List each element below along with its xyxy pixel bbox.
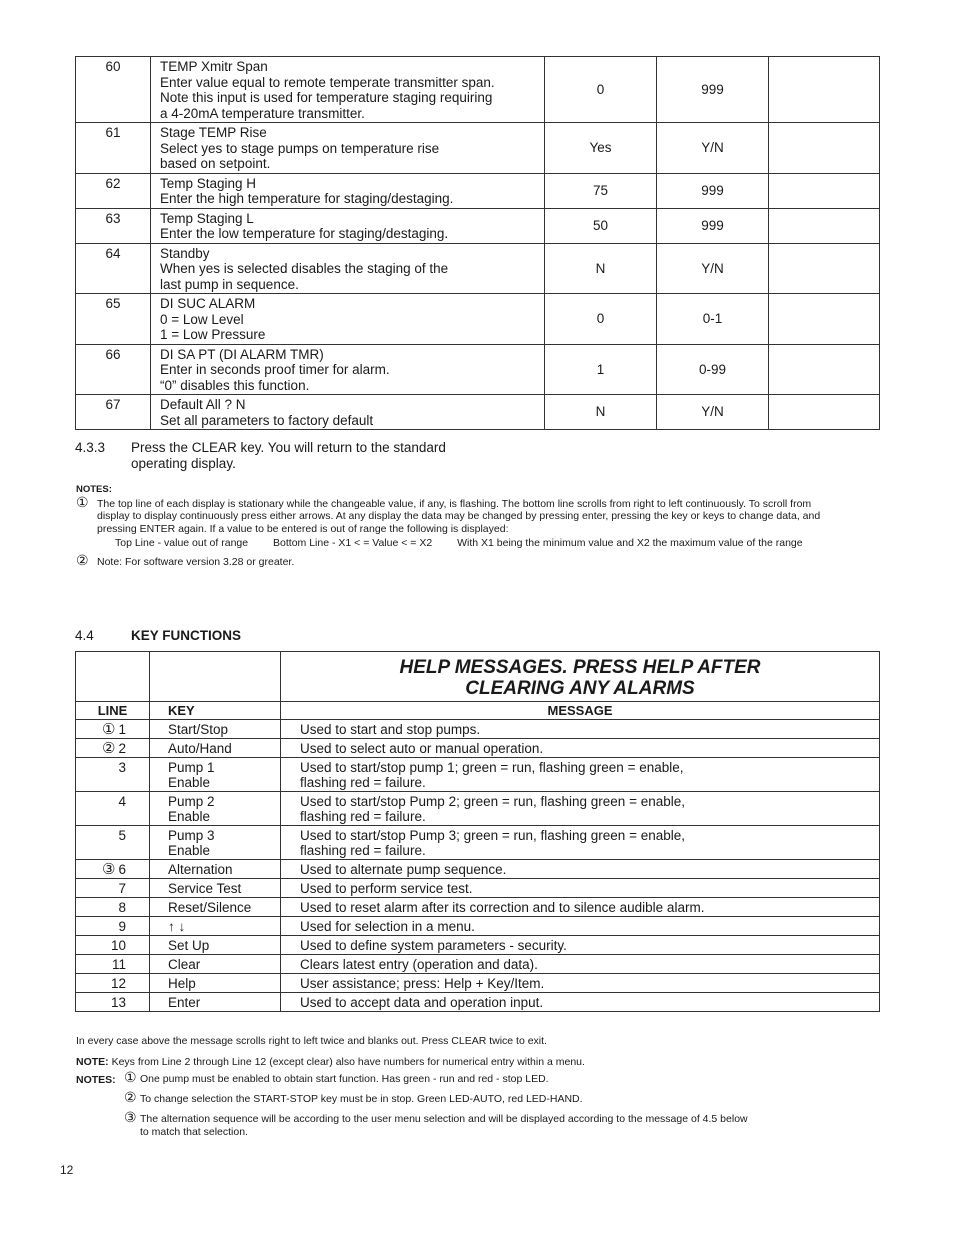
key-message-line: Used to alternate pump sequence. [300, 862, 507, 877]
help-messages-header [281, 652, 880, 702]
circled-number-1: ① [76, 493, 89, 510]
param-description-line: 1 = Low Pressure [160, 327, 266, 342]
key-message-line: Used to reset alarm after its correction and to silence audible alarm. [300, 900, 705, 915]
header-blank-cell [150, 652, 281, 702]
key-name [150, 917, 281, 936]
param-user-setting [769, 395, 880, 430]
param-line-number: 63 [76, 208, 151, 243]
param-description-line: Enter value equal to remote temperate transmitter span. [160, 74, 495, 90]
key-name-line: Auto/Hand [168, 741, 232, 756]
key-message [281, 826, 880, 860]
key-name-line: Help [168, 976, 196, 991]
key-name-line: Enable [168, 843, 211, 858]
param-row [76, 123, 880, 174]
key-message-line: Used to start/stop Pump 2; green = run, flashing green = enable, [300, 794, 685, 809]
key-name-line: Set Up [168, 938, 210, 953]
key-message-line: User assistance; press: Help + Key/Item. [300, 976, 545, 991]
param-row [76, 173, 880, 208]
param-default: 50 [545, 208, 657, 243]
param-name: TEMP Xmitr Span [160, 59, 268, 74]
line-number: 9 [118, 919, 126, 934]
param-description [151, 243, 545, 294]
param-description [151, 123, 545, 174]
param-default: 75 [545, 173, 657, 208]
param-range: 0-1 [657, 294, 769, 345]
note-1-line: The top line of each display is stationary while the changeable value, if any, is flashing. The bottom line scrolls from right to left continuously. To scroll from [97, 497, 812, 510]
key-message-line: Used to accept data and operation input. [300, 995, 544, 1010]
notes-title: NOTES: [76, 484, 112, 495]
help-header-line: HELP MESSAGES. PRESS HELP AFTER [399, 657, 761, 678]
param-row [76, 344, 880, 395]
display-notes [76, 484, 866, 550]
circled-number: ③ [124, 1109, 137, 1125]
key-message [281, 739, 880, 758]
key-message [281, 758, 880, 792]
param-description-line: last pump in sequence. [160, 276, 299, 292]
key-name [150, 898, 281, 917]
circled-number: ① [102, 721, 116, 738]
key-line-number [76, 936, 150, 955]
param-line-number: 61 [76, 123, 151, 174]
key-row [76, 826, 880, 860]
footnote-line: The alternation sequence will be according to the user menu selection and will be displayed according to the message of 4.5 below [140, 1113, 748, 1125]
key-message-line: Used to start and stop pumps. [300, 722, 481, 737]
param-range: 999 [657, 208, 769, 243]
footnote-1 [124, 1069, 830, 1086]
key-line-number [76, 917, 150, 936]
line-number: 7 [118, 881, 126, 896]
param-line-number: 67 [76, 395, 151, 430]
step-number: 4.3.3 [75, 440, 106, 455]
key-line-number [76, 758, 150, 792]
line-number: 13 [110, 995, 126, 1010]
help-header-row [76, 652, 880, 702]
key-message [281, 879, 880, 898]
param-range: Y/N [657, 395, 769, 430]
param-user-setting [769, 294, 880, 345]
key-row [76, 758, 880, 792]
key-message-line: Used to start/stop Pump 3; green = run, flashing green = enable, [300, 828, 685, 843]
footnotes-label: NOTES: [76, 1074, 116, 1086]
key-name-line: Enable [168, 775, 211, 790]
line-number: 4 [118, 794, 126, 809]
line-number: 3 [118, 760, 126, 775]
param-range: Y/N [657, 123, 769, 174]
key-name [150, 720, 281, 739]
param-user-setting [769, 208, 880, 243]
param-row [76, 243, 880, 294]
help-header-line: CLEARING ANY ALARMS [465, 678, 695, 699]
param-line-number: 64 [76, 243, 151, 294]
line-number: 12 [110, 976, 126, 991]
param-user-setting [769, 243, 880, 294]
param-description-line: Set all parameters to factory default [160, 412, 374, 428]
param-line-number: 66 [76, 344, 151, 395]
note-text: Keys from Line 2 through Line 12 (except clear) also have numbers for numerical entry within a menu. [111, 1056, 585, 1068]
column-header-message: MESSAGE [281, 702, 880, 720]
key-message-line: flashing red = failure. [300, 775, 426, 790]
param-name: DI SA PT (DI ALARM TMR) [160, 346, 324, 362]
key-line-number [76, 974, 150, 993]
key-message [281, 993, 880, 1012]
line-number: 1 [118, 722, 126, 737]
column-header-row [76, 702, 880, 720]
param-description [151, 57, 545, 123]
param-name: DI SUC ALARM [160, 296, 256, 311]
param-description-line: Note this input is used for temperature staging requiring [160, 90, 493, 105]
param-description [151, 344, 545, 395]
param-line-number: 60 [76, 57, 151, 123]
param-line-number: 62 [76, 173, 151, 208]
footnote-line: One pump must be enabled to obtain start function. Has green - run and red - stop LED. [140, 1073, 549, 1085]
note-1-line: display to display continuously press either arrows. At any display the data may be changed by pressing enter, pressing the key or keys to change data, and [97, 510, 821, 522]
key-message [281, 792, 880, 826]
key-row [76, 739, 880, 758]
key-line-number [76, 860, 150, 879]
key-line-number [76, 879, 150, 898]
footnote-3 [124, 1109, 830, 1139]
param-line-number: 65 [76, 294, 151, 345]
param-range: 999 [657, 173, 769, 208]
key-functions-table [75, 651, 880, 1012]
circled-number: ③ [102, 861, 116, 878]
param-row [76, 57, 880, 123]
param-default: 0 [545, 57, 657, 123]
key-name [150, 860, 281, 879]
param-description-line: 0 = Low Level [160, 311, 244, 327]
key-row [76, 860, 880, 879]
key-message-line: Used to start/stop pump 1; green = run, flashing green = enable, [300, 760, 684, 775]
note-1 [76, 493, 866, 536]
page-number: 12 [60, 1163, 74, 1177]
param-user-setting [769, 123, 880, 174]
column-header-key: KEY [150, 702, 281, 720]
param-description-line: Enter the high temperature for staging/destaging. [160, 191, 454, 206]
param-description-line: Enter in seconds proof timer for alarm. [160, 362, 390, 377]
line-number: 5 [118, 828, 126, 843]
range-explanation: With X1 being the minimum value and X2 the maximum value of the range [457, 537, 803, 549]
key-name-line: Enable [168, 809, 211, 824]
key-row [76, 720, 880, 739]
key-name [150, 993, 281, 1012]
key-table-body [76, 720, 880, 1012]
key-name [150, 879, 281, 898]
key-name-line: Pump 3 [168, 828, 215, 843]
param-row [76, 294, 880, 345]
key-message-line: flashing red = failure. [300, 809, 426, 824]
param-name: Stage TEMP Rise [160, 125, 267, 140]
key-name [150, 974, 281, 993]
key-line-number [76, 739, 150, 758]
key-name [150, 739, 281, 758]
key-row [76, 898, 880, 917]
key-message [281, 936, 880, 955]
line-number: 2 [118, 741, 126, 756]
section-title: KEY FUNCTIONS [131, 628, 242, 643]
param-user-setting [769, 344, 880, 395]
key-row [76, 974, 880, 993]
key-name-line: Reset/Silence [168, 900, 252, 915]
param-description [151, 208, 545, 243]
key-name-line: ↑ ↓ [168, 919, 186, 934]
param-name: Temp Staging H [160, 175, 257, 191]
footnote-line: To change selection the START-STOP key must be in stop. Green LED-AUTO, red LED-HAND. [140, 1093, 583, 1105]
param-description [151, 395, 545, 430]
param-description-line: When yes is selected disables the staging of the [160, 261, 449, 276]
key-message [281, 720, 880, 739]
note-2-text: Note: For software version 3.28 or greater. [97, 556, 295, 568]
param-description-line: a 4-20mA temperature transmitter. [160, 105, 365, 121]
footnote-2 [124, 1089, 830, 1106]
param-range: 0-99 [657, 344, 769, 395]
key-message [281, 860, 880, 879]
key-line-number [76, 898, 150, 917]
key-row [76, 792, 880, 826]
param-user-setting [769, 173, 880, 208]
key-row [76, 917, 880, 936]
key-name [150, 792, 281, 826]
key-footnotes [76, 1069, 782, 1146]
step-text-line: operating display. [131, 456, 236, 471]
key-name [150, 758, 281, 792]
key-row [76, 955, 880, 974]
param-range: 999 [657, 57, 769, 123]
step-text-line: Press the CLEAR key. You will return to the standard [131, 440, 446, 455]
param-description-line: “0” disables this function. [160, 377, 310, 393]
range-bottom-line: Bottom Line - X1 < = Value < = X2 [273, 537, 433, 549]
key-message-line: Clears latest entry (operation and data). [300, 957, 538, 972]
param-name: Default All ? N [160, 397, 246, 412]
key-name-line: Enter [168, 995, 201, 1010]
param-user-setting [769, 57, 880, 123]
key-line-number [76, 955, 150, 974]
param-name: Standby [160, 245, 210, 261]
key-line-number [76, 792, 150, 826]
section-number: 4.4 [75, 628, 94, 643]
key-message-line: Used to select auto or manual operation. [300, 741, 544, 756]
param-description-line: Select yes to stage pumps on temperature rise [160, 140, 440, 156]
line-number: 10 [110, 938, 126, 953]
key-line-number [76, 993, 150, 1012]
footnote-list [76, 1069, 782, 1139]
circled-number: ② [102, 740, 116, 757]
key-name-line: Alternation [168, 862, 233, 877]
note-1-line: pressing ENTER again. If a value to be entered is out of range the following is displayed: [97, 522, 509, 535]
param-default: Yes [545, 123, 657, 174]
key-name-line: Pump 1 [168, 760, 215, 775]
key-name-line: Clear [168, 957, 201, 972]
param-row [76, 208, 880, 243]
key-name-line: Service Test [168, 881, 242, 896]
param-default: N [545, 395, 657, 430]
param-default: 1 [545, 344, 657, 395]
key-line-number [76, 720, 150, 739]
param-default: N [545, 243, 657, 294]
line-number: 8 [118, 900, 126, 915]
param-row [76, 395, 880, 430]
param-description [151, 173, 545, 208]
key-message [281, 898, 880, 917]
key-message-line: Used to define system parameters - security. [300, 938, 567, 953]
range-top-line: Top Line - value out of range [115, 537, 249, 549]
header-blank-cell [76, 652, 150, 702]
param-default: 0 [545, 294, 657, 345]
step-text [131, 440, 491, 472]
key-message [281, 974, 880, 993]
key-message-line: flashing red = failure. [300, 843, 426, 858]
key-message-line: Used to perform service test. [300, 881, 473, 896]
note-2 [76, 552, 295, 569]
numeric-entry-note [76, 1056, 585, 1069]
column-header-line: LINE [76, 702, 150, 720]
key-line-number [76, 826, 150, 860]
key-message-line: Used for selection in a menu. [300, 919, 475, 934]
parameter-table-body [76, 57, 880, 430]
key-name [150, 826, 281, 860]
key-message [281, 917, 880, 936]
footnote-line: to match that selection. [140, 1126, 248, 1138]
key-name [150, 955, 281, 974]
param-description [151, 294, 545, 345]
key-name [150, 936, 281, 955]
line-number: 11 [111, 957, 126, 972]
key-name-line: Pump 2 [168, 794, 215, 809]
key-name-line: Start/Stop [168, 722, 229, 737]
out-of-range-display [115, 537, 866, 550]
param-range: Y/N [657, 243, 769, 294]
key-row [76, 879, 880, 898]
param-description-line: based on setpoint. [160, 156, 271, 171]
key-message [281, 955, 880, 974]
circled-number: ② [124, 1089, 137, 1105]
scroll-note: In every case above the message scrolls right to left twice and blanks out. Press CLEAR twice to exit. [76, 1035, 547, 1047]
note-label: NOTE: [76, 1056, 109, 1068]
parameter-table [75, 56, 880, 430]
line-number: 6 [118, 862, 126, 877]
key-row [76, 936, 880, 955]
circled-number-2: ② [76, 552, 89, 568]
key-row [76, 993, 880, 1012]
circled-number: ① [124, 1069, 137, 1085]
param-name: Temp Staging L [160, 210, 254, 226]
param-description-line: Enter the low temperature for staging/destaging. [160, 226, 449, 241]
